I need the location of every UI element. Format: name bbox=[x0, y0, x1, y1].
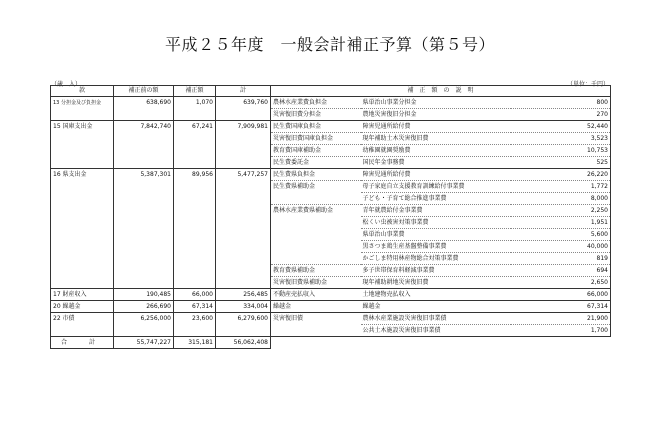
category-cell bbox=[271, 325, 361, 337]
value-cell: 10,753 bbox=[511, 145, 611, 157]
value-cell: 1,951 bbox=[511, 217, 611, 229]
kan-cell bbox=[51, 205, 114, 217]
before-cell: 7,842,740 bbox=[114, 121, 174, 133]
kan-cell bbox=[51, 157, 114, 169]
total-cell bbox=[216, 325, 271, 337]
category-cell bbox=[271, 241, 361, 253]
before-cell bbox=[114, 157, 174, 169]
value-cell: 525 bbox=[511, 157, 611, 169]
before-cell: 5,387,301 bbox=[114, 169, 174, 181]
before-cell bbox=[114, 205, 174, 217]
table-row bbox=[51, 133, 611, 145]
table-row bbox=[51, 325, 611, 337]
amount-cell bbox=[174, 325, 216, 337]
before-cell: 6,256,000 bbox=[114, 313, 174, 325]
table-row bbox=[51, 145, 611, 157]
category-cell: 民生費県補助金 bbox=[271, 181, 361, 193]
amount-cell: 67,314 bbox=[174, 301, 216, 313]
header-kan: 款 bbox=[51, 86, 114, 97]
amount-cell bbox=[174, 265, 216, 277]
value-cell: 1,700 bbox=[511, 325, 611, 337]
category-cell: 教育費国庫補助金 bbox=[271, 145, 361, 157]
kan-cell bbox=[51, 241, 114, 253]
total-cell bbox=[216, 109, 271, 121]
amount-cell bbox=[174, 145, 216, 157]
total-cell bbox=[216, 217, 271, 229]
kan-cell: 20 繰越金 bbox=[51, 301, 114, 313]
item-cell: 障害児通所給付費 bbox=[361, 169, 511, 181]
before-cell bbox=[114, 133, 174, 145]
total-cell bbox=[216, 265, 271, 277]
total-before: 55,747,227 bbox=[114, 337, 174, 349]
value-cell: 66,000 bbox=[511, 289, 611, 301]
budget-table bbox=[50, 85, 611, 349]
total-row bbox=[51, 337, 611, 349]
item-cell: 障害児通所給付費 bbox=[361, 121, 511, 133]
before-cell bbox=[114, 325, 174, 337]
amount-cell bbox=[174, 193, 216, 205]
before-cell: 638,690 bbox=[114, 97, 174, 109]
table-row bbox=[51, 241, 611, 253]
category-cell: 災害復旧費国庫負担金 bbox=[271, 133, 361, 145]
total-sum: 56,062,408 bbox=[216, 337, 271, 349]
kan-cell: 15 国庫支出金 bbox=[51, 121, 114, 133]
amount-cell: 1,070 bbox=[174, 97, 216, 109]
item-cell: 青年就農給付金事業費 bbox=[361, 205, 511, 217]
category-cell: 災害復旧費県補助金 bbox=[271, 277, 361, 289]
amount-cell bbox=[174, 253, 216, 265]
kan-cell bbox=[51, 229, 114, 241]
total-cell bbox=[216, 253, 271, 265]
before-cell bbox=[114, 265, 174, 277]
before-cell: 190,485 bbox=[114, 289, 174, 301]
value-cell: 52,440 bbox=[511, 121, 611, 133]
kan-cell: 17 財産収入 bbox=[51, 289, 114, 301]
item-cell: 国民年金事務費 bbox=[361, 157, 511, 169]
amount-cell bbox=[174, 277, 216, 289]
total-cell bbox=[216, 133, 271, 145]
amount-cell: 66,000 bbox=[174, 289, 216, 301]
table-row bbox=[51, 229, 611, 241]
table-row bbox=[51, 301, 611, 313]
item-cell: 公共土木施設災害復旧事業債 bbox=[361, 325, 511, 337]
item-cell: 土地建物売払収入 bbox=[361, 289, 511, 301]
item-cell: 多子世帯保育料軽減事業費 bbox=[361, 265, 511, 277]
item-cell: 農林水産業施設災害復旧事業債 bbox=[361, 313, 511, 325]
total-cell: 5,477,257 bbox=[216, 169, 271, 181]
category-cell bbox=[271, 253, 361, 265]
before-cell bbox=[114, 241, 174, 253]
total-cell bbox=[216, 205, 271, 217]
page-title: 平成２５年度 一般会計補正予算（第５号） bbox=[164, 35, 495, 54]
table-row bbox=[51, 313, 611, 325]
table-row bbox=[51, 217, 611, 229]
amount-cell: 89,956 bbox=[174, 169, 216, 181]
category-cell: 農林水産業費負担金 bbox=[271, 97, 361, 109]
amount-cell bbox=[174, 109, 216, 121]
kan-cell bbox=[51, 253, 114, 265]
amount-cell bbox=[174, 217, 216, 229]
item-cell: 県単治山事業費 bbox=[361, 229, 511, 241]
before-cell bbox=[114, 181, 174, 193]
table-row bbox=[51, 277, 611, 289]
before-cell bbox=[114, 193, 174, 205]
total-cell bbox=[216, 181, 271, 193]
kan-cell bbox=[51, 181, 114, 193]
table-header bbox=[51, 86, 611, 97]
item-cell: 農地災害復旧分担金 bbox=[361, 109, 511, 121]
before-cell: 266,690 bbox=[114, 301, 174, 313]
table-row bbox=[51, 205, 611, 217]
value-cell: 67,314 bbox=[511, 301, 611, 313]
header-total: 計 bbox=[216, 86, 271, 97]
header-amount: 補正額 bbox=[174, 86, 216, 97]
total-cell bbox=[216, 241, 271, 253]
category-cell: 教育費県補助金 bbox=[271, 265, 361, 277]
header-explain: 補 正 額 の 説 明 bbox=[271, 86, 611, 97]
item-cell: 幼稚園就園奨励費 bbox=[361, 145, 511, 157]
kan-cell bbox=[51, 133, 114, 145]
amount-cell: 23,600 bbox=[174, 313, 216, 325]
amount-cell bbox=[174, 229, 216, 241]
amount-cell bbox=[174, 205, 216, 217]
before-cell bbox=[114, 277, 174, 289]
kan-cell bbox=[51, 109, 114, 121]
before-cell bbox=[114, 229, 174, 241]
category-cell bbox=[271, 229, 361, 241]
value-cell: 694 bbox=[511, 265, 611, 277]
category-cell bbox=[271, 217, 361, 229]
table-row bbox=[51, 265, 611, 277]
value-cell: 21,900 bbox=[511, 313, 611, 325]
table-row bbox=[51, 157, 611, 169]
item-cell: 黒さつま鶏生産基盤整備事業費 bbox=[361, 241, 511, 253]
before-cell bbox=[114, 253, 174, 265]
total-cell: 7,909,981 bbox=[216, 121, 271, 133]
value-cell: 26,220 bbox=[511, 169, 611, 181]
category-cell: 繰越金 bbox=[271, 301, 361, 313]
value-cell: 5,600 bbox=[511, 229, 611, 241]
item-cell: 現年補助耕地災害復旧費 bbox=[361, 277, 511, 289]
header-before: 補正前の額 bbox=[114, 86, 174, 97]
value-cell: 8,000 bbox=[511, 193, 611, 205]
kan-cell: 22 市債 bbox=[51, 313, 114, 325]
category-cell: 不動産売払収入 bbox=[271, 289, 361, 301]
value-cell: 819 bbox=[511, 253, 611, 265]
table-row bbox=[51, 169, 611, 181]
kan-cell bbox=[51, 265, 114, 277]
section-label: （歳 入） bbox=[51, 81, 82, 88]
table-row bbox=[51, 193, 611, 205]
value-cell: 270 bbox=[511, 109, 611, 121]
kan-cell bbox=[51, 145, 114, 157]
kan-cell: 16 県支出金 bbox=[51, 169, 114, 181]
item-cell: 現年補助土木災害復旧費 bbox=[361, 133, 511, 145]
before-cell bbox=[114, 145, 174, 157]
total-cell bbox=[216, 145, 271, 157]
category-cell: 災害復旧費分担金 bbox=[271, 109, 361, 121]
value-cell: 800 bbox=[511, 97, 611, 109]
item-cell: 松くい虫被害対策事業費 bbox=[361, 217, 511, 229]
total-cell: 334,004 bbox=[216, 301, 271, 313]
total-cell: 256,485 bbox=[216, 289, 271, 301]
total-cell bbox=[216, 157, 271, 169]
amount-cell bbox=[174, 241, 216, 253]
before-cell bbox=[114, 109, 174, 121]
value-cell: 1,772 bbox=[511, 181, 611, 193]
item-cell: 子ども・子育て総合推進事業費 bbox=[361, 193, 511, 205]
category-cell: 民生費県負担金 bbox=[271, 169, 361, 181]
total-cell: 639,760 bbox=[216, 97, 271, 109]
before-cell bbox=[114, 217, 174, 229]
total-cell bbox=[216, 193, 271, 205]
amount-cell: 67,241 bbox=[174, 121, 216, 133]
total-cell bbox=[216, 277, 271, 289]
value-cell: 3,523 bbox=[511, 133, 611, 145]
total-label: 合 計 bbox=[51, 337, 114, 349]
kan-cell: 13 分担金及び負担金 bbox=[51, 97, 114, 109]
category-cell: 農林水産業費県補助金 bbox=[271, 205, 361, 217]
table-row bbox=[51, 121, 611, 133]
kan-cell bbox=[51, 325, 114, 337]
table-row bbox=[51, 253, 611, 265]
amount-cell bbox=[174, 181, 216, 193]
table-row bbox=[51, 97, 611, 109]
table-row bbox=[51, 289, 611, 301]
table-row bbox=[51, 109, 611, 121]
category-cell: 民生費国庫負担金 bbox=[271, 121, 361, 133]
category-cell: 災害復旧債 bbox=[271, 313, 361, 325]
value-cell: 2,250 bbox=[511, 205, 611, 217]
amount-cell bbox=[174, 133, 216, 145]
amount-cell bbox=[174, 157, 216, 169]
item-cell: 繰越金 bbox=[361, 301, 511, 313]
kan-cell bbox=[51, 277, 114, 289]
value-cell: 2,650 bbox=[511, 277, 611, 289]
total-cell bbox=[216, 229, 271, 241]
item-cell: かごしま特用林産物総合対策事業費 bbox=[361, 253, 511, 265]
unit-label: （単位：千円） bbox=[566, 81, 609, 88]
value-cell: 40,000 bbox=[511, 241, 611, 253]
kan-cell bbox=[51, 217, 114, 229]
total-cell: 6,279,600 bbox=[216, 313, 271, 325]
category-cell: 民生費委託金 bbox=[271, 157, 361, 169]
category-cell bbox=[271, 193, 361, 205]
table-row bbox=[51, 181, 611, 193]
kan-cell bbox=[51, 193, 114, 205]
item-cell: 県単治山事業分担金 bbox=[361, 97, 511, 109]
total-amount: 315,181 bbox=[174, 337, 216, 349]
item-cell: 母子家庭自立支援教育訓練給付事業費 bbox=[361, 181, 511, 193]
